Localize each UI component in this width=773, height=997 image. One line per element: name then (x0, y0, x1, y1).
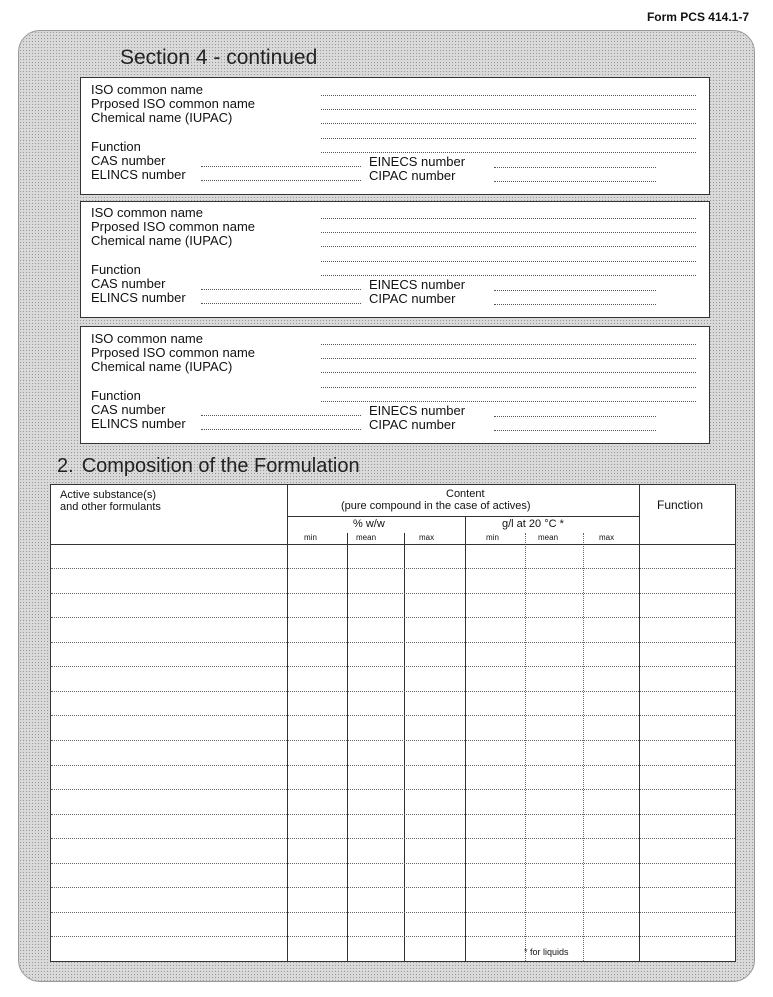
proposed-iso-label: Prposed ISO common name (91, 219, 256, 234)
section-title: Section 4 - continued (120, 46, 318, 69)
cipac-field[interactable] (494, 304, 656, 305)
elincs-label: ELINCS number (91, 416, 186, 431)
table-row[interactable] (51, 765, 735, 766)
cas-field[interactable] (201, 289, 361, 290)
table-row[interactable] (51, 838, 735, 839)
footnote-liquids: * for liquids (524, 947, 569, 957)
chemical-name-field-2[interactable] (321, 138, 696, 139)
einecs-field[interactable] (494, 290, 656, 291)
function-label: Function (91, 139, 141, 154)
gl-min-label: min (486, 533, 499, 542)
cipac-label: CIPAC number (369, 291, 456, 306)
table-row[interactable] (51, 691, 735, 692)
composition-title: Composition of the Formulation (81, 455, 360, 477)
iso-common-name-label: ISO common name (91, 82, 203, 97)
proposed-iso-field[interactable] (321, 232, 696, 233)
substance-box-1 (80, 77, 710, 195)
ww-min-label: min (304, 533, 317, 542)
cipac-field[interactable] (494, 430, 656, 431)
chemical-name-field[interactable] (321, 246, 696, 247)
divider-ww-mean (404, 533, 405, 961)
cipac-field[interactable] (494, 181, 656, 182)
elincs-label: ELINCS number (91, 167, 186, 182)
einecs-field[interactable] (494, 167, 656, 168)
divider-ww-gl (465, 516, 466, 961)
col-ww-label: % w/w (353, 518, 385, 530)
divider-active (287, 485, 288, 961)
cas-label: CAS number (91, 402, 166, 417)
divider-function (639, 485, 640, 961)
chemical-name-field[interactable] (321, 372, 696, 373)
col-content-label: Content (446, 488, 485, 500)
cas-field[interactable] (201, 415, 361, 416)
composition-heading (57, 455, 360, 478)
col-active-label-2: and other formulants (60, 501, 161, 513)
col-content-sub-label: (pure compound in the case of actives) (341, 500, 531, 512)
table-row[interactable] (51, 642, 735, 643)
elincs-label: ELINCS number (91, 290, 186, 305)
einecs-label: EINECS number (369, 403, 466, 418)
form-id: Form PCS 414.1-7 (646, 10, 749, 24)
table-row[interactable] (51, 666, 735, 667)
table-row[interactable] (51, 568, 735, 569)
divider-ww-min (347, 533, 348, 961)
elincs-field[interactable] (201, 429, 361, 430)
function-label: Function (91, 262, 141, 277)
col-function-label: Function (657, 498, 704, 512)
gl-max-label: max (599, 533, 615, 542)
einecs-field[interactable] (494, 416, 656, 417)
iso-common-name-label: ISO common name (91, 205, 203, 220)
chemical-name-field-2[interactable] (321, 261, 696, 262)
cas-label: CAS number (91, 276, 166, 291)
chemical-name-field-2[interactable] (321, 387, 696, 388)
table-row[interactable] (51, 715, 735, 716)
iso-common-name-field[interactable] (321, 344, 696, 345)
proposed-iso-field[interactable] (321, 358, 696, 359)
header-divider-2 (51, 544, 735, 545)
einecs-label: EINECS number (369, 277, 466, 292)
chemical-name-label: Chemical name (IUPAC) (91, 110, 233, 125)
composition-table (50, 484, 736, 962)
table-row[interactable] (51, 593, 735, 594)
composition-number: 2. (57, 455, 74, 477)
chemical-name-label: Chemical name (IUPAC) (91, 359, 233, 374)
col-active-label-1: Active substance(s) (60, 489, 156, 501)
proposed-iso-field[interactable] (321, 109, 696, 110)
cipac-label: CIPAC number (369, 168, 456, 183)
elincs-field[interactable] (201, 180, 361, 181)
divider-gl-mean (583, 533, 584, 961)
divider-gl-min (525, 533, 526, 961)
cipac-label: CIPAC number (369, 417, 456, 432)
chemical-name-field[interactable] (321, 123, 696, 124)
col-gl-label: g/l at 20 °C * (502, 518, 564, 530)
chemical-name-label: Chemical name (IUPAC) (91, 233, 233, 248)
header-divider-1 (287, 516, 639, 517)
einecs-label: EINECS number (369, 154, 466, 169)
function-field[interactable] (321, 401, 696, 402)
table-row[interactable] (51, 617, 735, 618)
substance-box-2 (80, 201, 710, 318)
ww-mean-label: mean (356, 533, 377, 542)
table-row[interactable] (51, 887, 735, 888)
function-field[interactable] (321, 275, 696, 276)
ww-max-label: max (419, 533, 435, 542)
cas-field[interactable] (201, 166, 361, 167)
iso-common-name-field[interactable] (321, 218, 696, 219)
elincs-field[interactable] (201, 303, 361, 304)
gl-mean-label: mean (538, 533, 559, 542)
table-row[interactable] (51, 740, 735, 741)
proposed-iso-label: Prposed ISO common name (91, 96, 256, 111)
function-field[interactable] (321, 152, 696, 153)
function-label: Function (91, 388, 141, 403)
table-row[interactable] (51, 863, 735, 864)
iso-common-name-label: ISO common name (91, 331, 203, 346)
iso-common-name-field[interactable] (321, 95, 696, 96)
table-row[interactable] (51, 936, 735, 937)
cas-label: CAS number (91, 153, 166, 168)
proposed-iso-label: Prposed ISO common name (91, 345, 256, 360)
table-row[interactable] (51, 789, 735, 790)
table-row[interactable] (51, 814, 735, 815)
table-row[interactable] (51, 912, 735, 913)
substance-box-3 (80, 326, 710, 444)
